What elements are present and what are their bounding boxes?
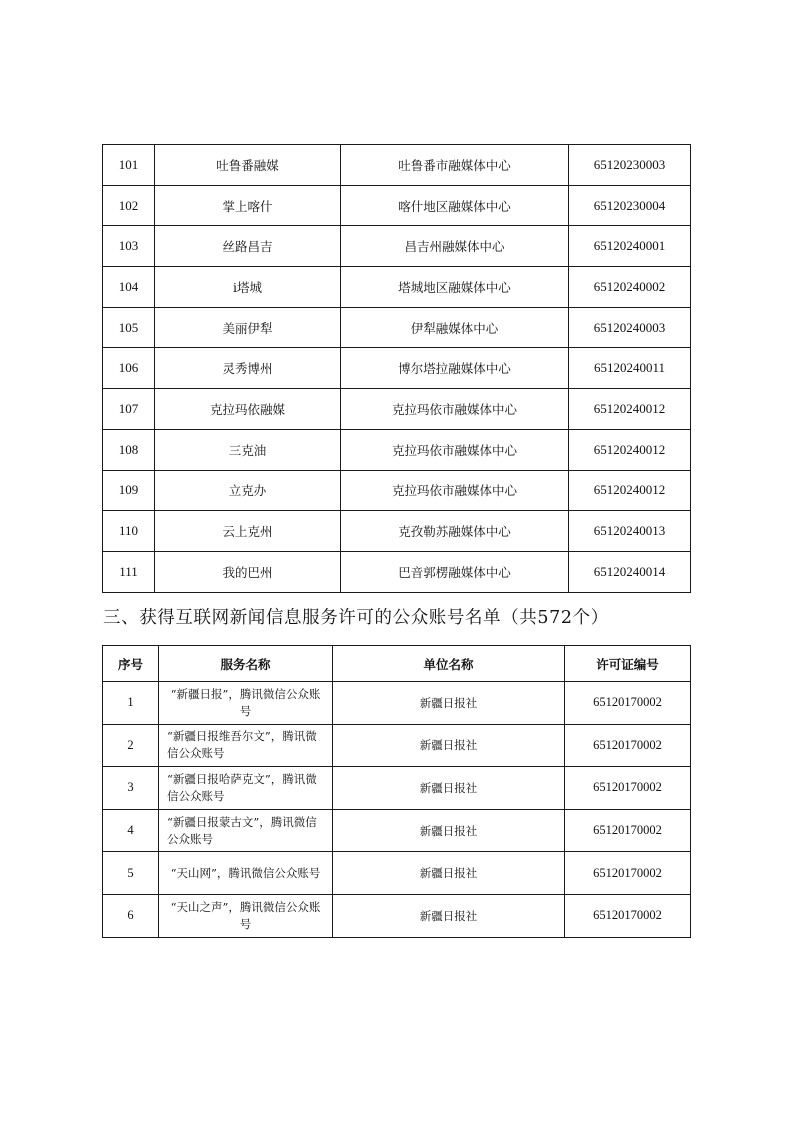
- unit-name-cell: 博尔塔拉融媒体中心: [341, 348, 569, 389]
- unit-name-cell: 新疆日报社: [333, 894, 565, 937]
- license-number-cell: 65120240012: [569, 470, 691, 511]
- license-number-cell: 65120240013: [569, 511, 691, 552]
- service-name-cell: i塔城: [155, 267, 341, 308]
- seq-cell: 106: [103, 348, 155, 389]
- license-number-cell: 65120240012: [569, 389, 691, 430]
- seq-cell: 1: [103, 682, 159, 725]
- seq-cell: 3: [103, 767, 159, 810]
- unit-name-cell: 克拉玛依市融媒体中心: [341, 470, 569, 511]
- unit-name-cell: 克拉玛依市融媒体中心: [341, 429, 569, 470]
- service-name-cell: 三克油: [155, 429, 341, 470]
- media-table-continued: [102, 144, 691, 593]
- table-header-row: [103, 646, 691, 682]
- table-row: [103, 389, 691, 430]
- table-row: [103, 348, 691, 389]
- header-license-number: 许可证编号: [565, 646, 691, 682]
- unit-name-cell: 新疆日报社: [333, 724, 565, 767]
- service-name-cell: 灵秀博州: [155, 348, 341, 389]
- header-seq: 序号: [103, 646, 159, 682]
- service-name-cell: 克拉玛依融媒: [155, 389, 341, 430]
- seq-cell: 109: [103, 470, 155, 511]
- service-name-cell: 我的巴州: [155, 551, 341, 592]
- table-row: [103, 809, 691, 852]
- service-name-cell: 丝路昌吉: [155, 226, 341, 267]
- unit-name-cell: 巴音郭楞融媒体中心: [341, 551, 569, 592]
- license-number-cell: 65120170002: [565, 852, 691, 895]
- service-name-cell: “新疆日报哈萨克文”，腾讯微信公众账号: [159, 767, 333, 810]
- unit-name-cell: 新疆日报社: [333, 682, 565, 725]
- table-row: [103, 894, 691, 937]
- license-number-cell: 65120240012: [569, 429, 691, 470]
- service-name-cell: 立克办: [155, 470, 341, 511]
- seq-cell: 2: [103, 724, 159, 767]
- seq-cell: 5: [103, 852, 159, 895]
- license-number-cell: 65120240003: [569, 307, 691, 348]
- seq-cell: 4: [103, 809, 159, 852]
- seq-cell: 104: [103, 267, 155, 308]
- seq-cell: 108: [103, 429, 155, 470]
- service-name-cell: “天山网”，腾讯微信公众账号: [159, 852, 333, 895]
- seq-cell: 102: [103, 185, 155, 226]
- table-row: [103, 852, 691, 895]
- table-row: [103, 307, 691, 348]
- unit-name-cell: 塔城地区融媒体中心: [341, 267, 569, 308]
- service-name-cell: 吐鲁番融媒: [155, 145, 341, 186]
- unit-name-cell: 吐鲁番市融媒体中心: [341, 145, 569, 186]
- license-number-cell: 65120240002: [569, 267, 691, 308]
- service-name-cell: “新疆日报维吾尔文”，腾讯微信公众账号: [159, 724, 333, 767]
- service-name-cell: “新疆日报蒙古文”，腾讯微信公众账号: [159, 809, 333, 852]
- license-number-cell: 65120240011: [569, 348, 691, 389]
- license-number-cell: 65120170002: [565, 894, 691, 937]
- table-row: [103, 511, 691, 552]
- license-number-cell: 65120230004: [569, 185, 691, 226]
- table-row: [103, 267, 691, 308]
- service-name-cell: 美丽伊犁: [155, 307, 341, 348]
- unit-name-cell: 新疆日报社: [333, 809, 565, 852]
- license-number-cell: 65120240001: [569, 226, 691, 267]
- unit-name-cell: 喀什地区融媒体中心: [341, 185, 569, 226]
- unit-name-cell: 克孜勒苏融媒体中心: [341, 511, 569, 552]
- section-heading: 三、获得互联网新闻信息服务许可的公众账号名单（共572个）: [103, 608, 609, 628]
- seq-cell: 103: [103, 226, 155, 267]
- license-number-cell: 65120230003: [569, 145, 691, 186]
- unit-name-cell: 新疆日报社: [333, 852, 565, 895]
- seq-cell: 111: [103, 551, 155, 592]
- table-row: [103, 767, 691, 810]
- license-number-cell: 65120170002: [565, 682, 691, 725]
- table-row: [103, 682, 691, 725]
- table-row: [103, 429, 691, 470]
- unit-name-cell: 昌吉州融媒体中心: [341, 226, 569, 267]
- table-row: [103, 226, 691, 267]
- seq-cell: 6: [103, 894, 159, 937]
- table-row: [103, 724, 691, 767]
- seq-cell: 107: [103, 389, 155, 430]
- unit-name-cell: 伊犁融媒体中心: [341, 307, 569, 348]
- service-name-cell: 云上克州: [155, 511, 341, 552]
- license-number-cell: 65120170002: [565, 809, 691, 852]
- table-row: [103, 551, 691, 592]
- public-accounts-table: [102, 645, 691, 938]
- table-row: [103, 185, 691, 226]
- license-number-cell: 65120170002: [565, 767, 691, 810]
- seq-cell: 110: [103, 511, 155, 552]
- header-unit-name: 单位名称: [333, 646, 565, 682]
- seq-cell: 105: [103, 307, 155, 348]
- license-number-cell: 65120240014: [569, 551, 691, 592]
- seq-cell: 101: [103, 145, 155, 186]
- table-row: [103, 145, 691, 186]
- header-service-name: 服务名称: [159, 646, 333, 682]
- license-number-cell: 65120170002: [565, 724, 691, 767]
- service-name-cell: “天山之声”，腾讯微信公众账号: [159, 894, 333, 937]
- service-name-cell: “新疆日报”，腾讯微信公众账号: [159, 682, 333, 725]
- service-name-cell: 掌上喀什: [155, 185, 341, 226]
- unit-name-cell: 克拉玛依市融媒体中心: [341, 389, 569, 430]
- unit-name-cell: 新疆日报社: [333, 767, 565, 810]
- table-row: [103, 470, 691, 511]
